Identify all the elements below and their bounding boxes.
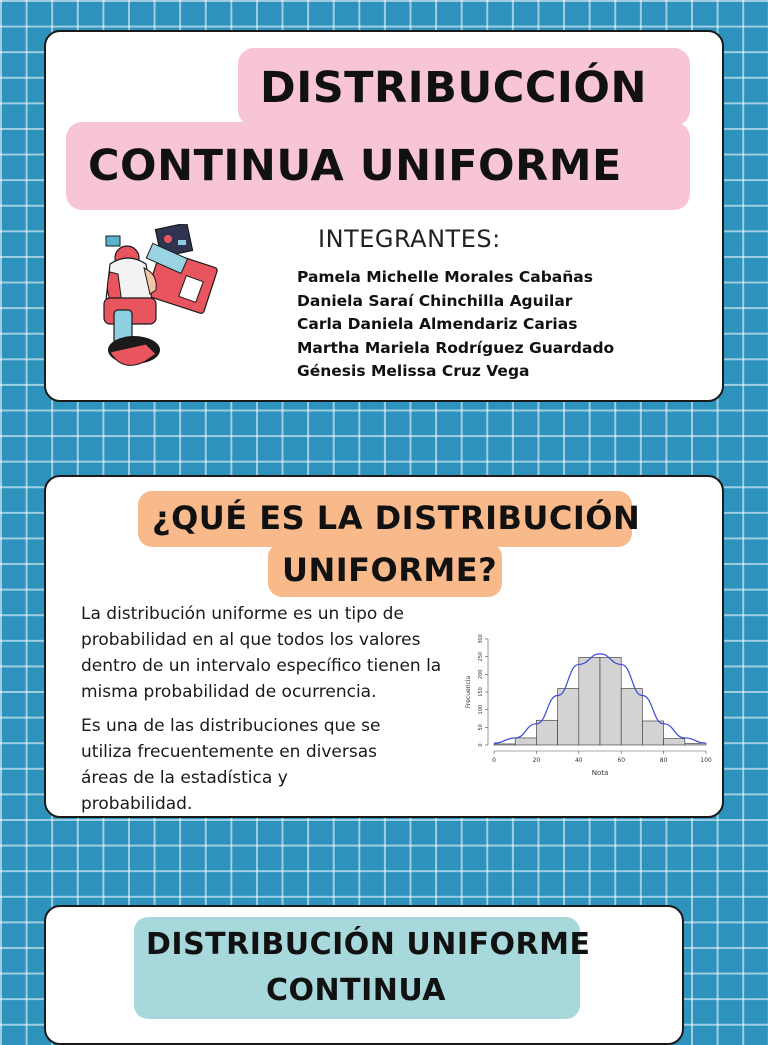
definition-card <box>44 475 724 818</box>
section3-title-line1: DISTRIBUCIÓN UNIFORME <box>146 927 591 962</box>
histogram-bar <box>579 657 600 745</box>
histogram-bar <box>536 720 557 745</box>
x-tick-label: 20 <box>532 757 541 764</box>
member-name: Carla Daniela Almendariz Carias <box>297 315 578 333</box>
y-tick-label: 0 <box>478 743 484 747</box>
continuous-uniform-card <box>44 905 684 1045</box>
section3-title-line2: CONTINUA <box>266 973 447 1008</box>
histogram-bar <box>515 738 536 745</box>
y-tick-label: 100 <box>478 704 484 715</box>
x-tick-label: 0 <box>492 757 496 764</box>
section-title-line1: ¿QUÉ ES LA DISTRIBUCIÓN <box>152 499 641 537</box>
histogram-bar <box>558 688 579 745</box>
members-list <box>297 266 614 384</box>
usage-paragraph: Es una de las distribuciones que se utiliza frecuentemente en diversas áreas de la estadística y probabilidad. <box>81 716 381 814</box>
x-tick-label: 60 <box>617 757 626 764</box>
main-title-line1: DISTRIBUCCIÓN <box>260 63 647 113</box>
histogram-bar <box>600 657 621 745</box>
main-title-line2: CONTINUA UNIFORME <box>88 141 622 191</box>
member-name: Génesis Melissa Cruz Vega <box>297 362 530 380</box>
y-axis-label: Frecuencia <box>465 675 472 709</box>
histogram-chart <box>454 627 714 787</box>
y-tick-label: 50 <box>478 724 484 731</box>
x-tick-label: 40 <box>574 757 583 764</box>
histogram-bar <box>494 744 515 745</box>
y-tick-label: 250 <box>478 651 484 662</box>
member-name: Martha Mariela Rodríguez Guardado <box>297 338 615 357</box>
title-card <box>44 30 724 402</box>
member-name: Daniela Saraí Chinchilla Aguilar <box>297 291 573 310</box>
histogram-bar <box>664 739 685 745</box>
section-title-line2: UNIFORME? <box>282 551 498 589</box>
members-label: INTEGRANTES: <box>318 225 501 253</box>
y-tick-label: 150 <box>478 687 484 697</box>
member-name: Pamela Michelle Morales Cabañas <box>297 268 593 286</box>
histogram-bar <box>642 721 663 745</box>
x-axis-label: Nota <box>591 769 609 777</box>
definition-paragraph: La distribución uniforme es un tipo de probabilidad en al que todos los valores dentro de un intervalo específico tienen la misma probabilidad de ocurrencia. <box>81 604 442 702</box>
x-tick-label: 80 <box>659 757 668 764</box>
y-tick-label: 200 <box>478 669 484 680</box>
person-at-desk-illustration <box>100 224 220 372</box>
histogram-bar <box>621 688 642 745</box>
x-tick-label: 100 <box>700 757 712 764</box>
y-tick-label: 300 <box>478 634 484 644</box>
